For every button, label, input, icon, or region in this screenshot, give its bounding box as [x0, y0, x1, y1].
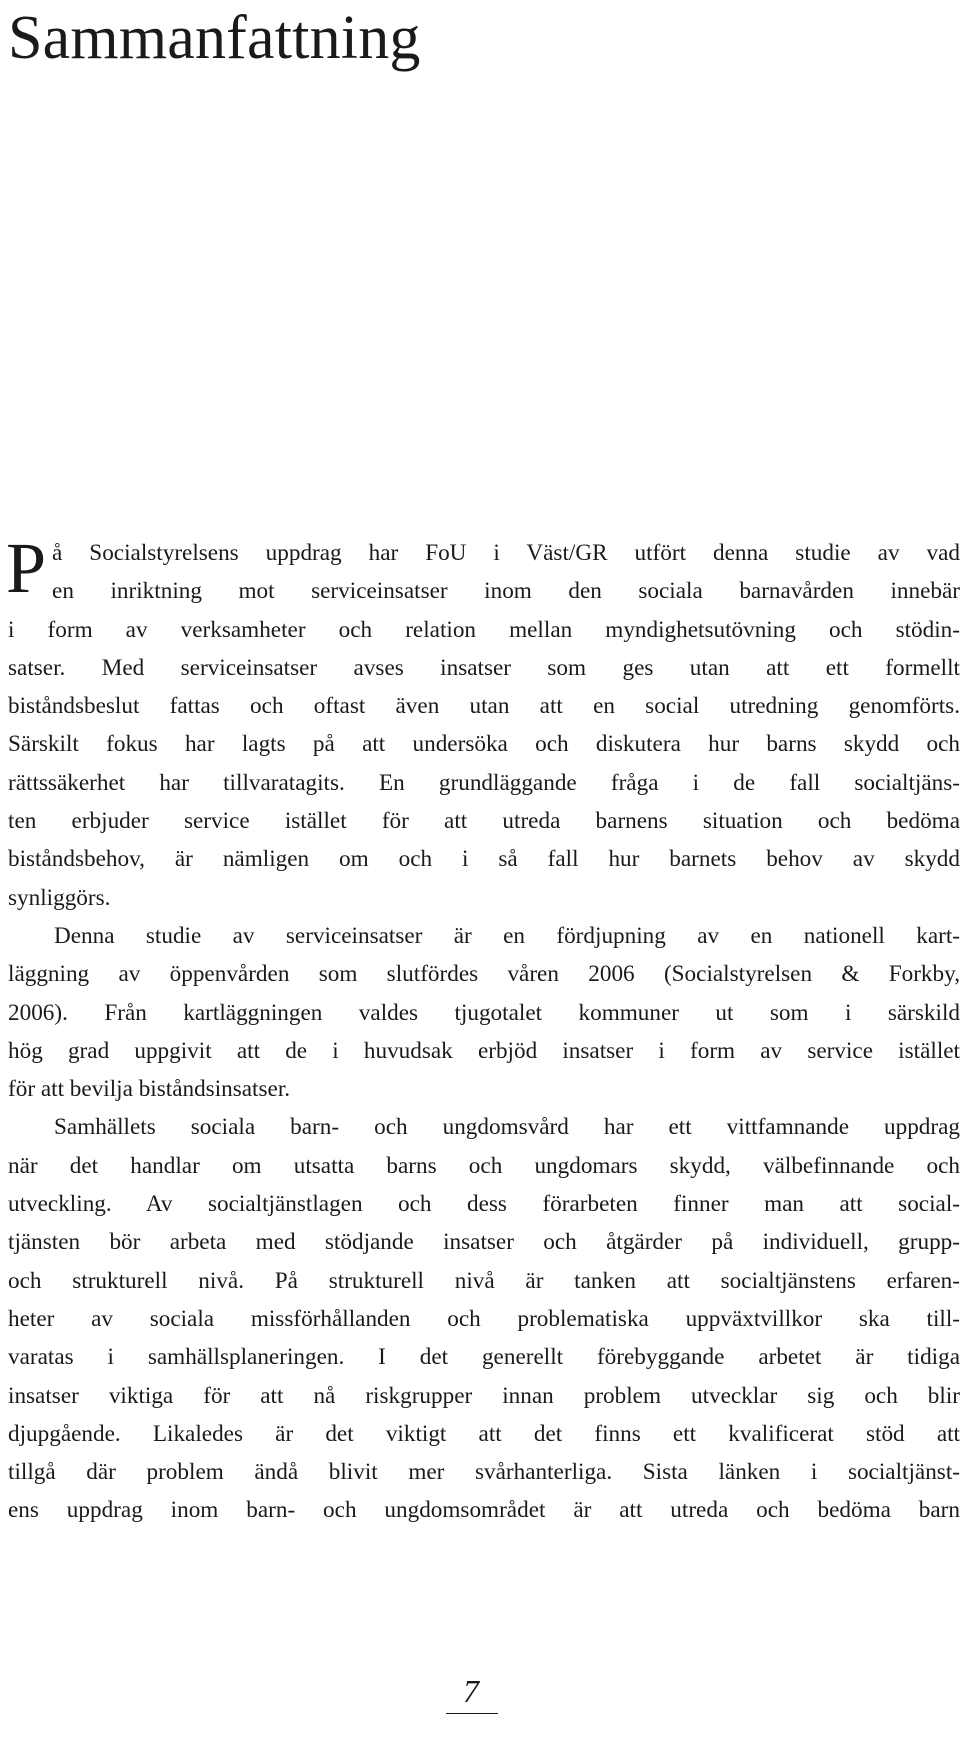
page-title: Sammanfattning — [8, 4, 421, 72]
text-line: rättssäkerhet har tillvaratagits. En grundläggande fråga i de fall socialtjäns- — [8, 769, 960, 796]
text-line: Särskilt fokus har lagts på att undersöka och diskutera hur barns skydd och — [8, 731, 960, 758]
text-line: hög grad uppgivit att de i huvudsak erbjöd insatser i form av service istället — [8, 1037, 960, 1064]
text-line: biståndsbehov, är nämligen om och i så fall hur barnets behov av skydd — [8, 846, 960, 873]
text-line: tillgå där problem ändå blivit mer svårhanterliga. Sista länken i socialtjänst- — [8, 1459, 960, 1486]
text-line: tjänsten bör arbeta med stödjande insatser och åtgärder på individuell, grupp- — [8, 1229, 960, 1256]
body-text — [6, 528, 960, 1530]
text-line: satser. Med serviceinsatser avses insatser som ges utan att ett formellt — [8, 654, 960, 681]
text-line: insatser viktiga för att nå riskgrupper innan problem utvecklar sig och blir — [8, 1382, 960, 1409]
text-line: när det handlar om utsatta barns och ungdomars skydd, välbefinnande och — [8, 1152, 960, 1179]
text-line: heter av sociala missförhållanden och problematiska uppväxtvillkor ska till- — [8, 1305, 960, 1332]
page-number: 7 — [463, 1673, 479, 1709]
text-line: i form av verksamheter och relation mellan myndighetsutövning och stödin- — [8, 616, 960, 643]
text-line: ten erbjuder service istället för att utreda barnens situation och bedöma — [8, 808, 960, 835]
text-line: och strukturell nivå. På strukturell nivå är tanken att socialtjänstens erfaren- — [8, 1267, 960, 1294]
text-line: Samhällets sociala barn- och ungdomsvård har ett vittfamnande uppdrag — [54, 1114, 960, 1141]
text-line: ens uppdrag inom barn- och ungdomsområdet är att utreda och bedöma barn — [8, 1497, 960, 1524]
text-line: djupgående. Likaledes är det viktigt att det finns ett kvalificerat stöd att — [8, 1420, 960, 1447]
text-line: läggning av öppenvården som slutfördes våren 2006 (Socialstyrelsen & Forkby, — [8, 961, 960, 988]
text-line: biståndsbeslut fattas och oftast även utan att en social utredning genomförts. — [8, 693, 960, 720]
text-line: synliggörs. — [8, 884, 111, 911]
paragraph-2 — [8, 917, 960, 1108]
text-line: utveckling. Av socialtjänstlagen och dess förarbeten finner man att social- — [8, 1191, 960, 1218]
page-number-rule — [446, 1713, 498, 1714]
paragraph-1 — [6, 528, 960, 917]
paragraph-3 — [8, 1108, 960, 1529]
drop-cap: P — [6, 528, 47, 608]
text-line: Denna studie av serviceinsatser är en fördjupning av en nationell kart- — [54, 922, 960, 949]
text-line: en inriktning mot serviceinsatser inom den sociala barnavården innebär — [52, 578, 960, 605]
text-line: för att bevilja biståndsinsatser. — [8, 1076, 291, 1103]
text-line: varatas i samhällsplaneringen. I det generellt förebyggande arbetet är tidiga — [8, 1344, 960, 1371]
text-line: 2006). Från kartläggningen valdes tjugotalet kommuner ut som i särskild — [8, 999, 960, 1026]
text-line: å Socialstyrelsens uppdrag har FoU i Väst/GR utfört denna studie av vad — [52, 540, 960, 566]
